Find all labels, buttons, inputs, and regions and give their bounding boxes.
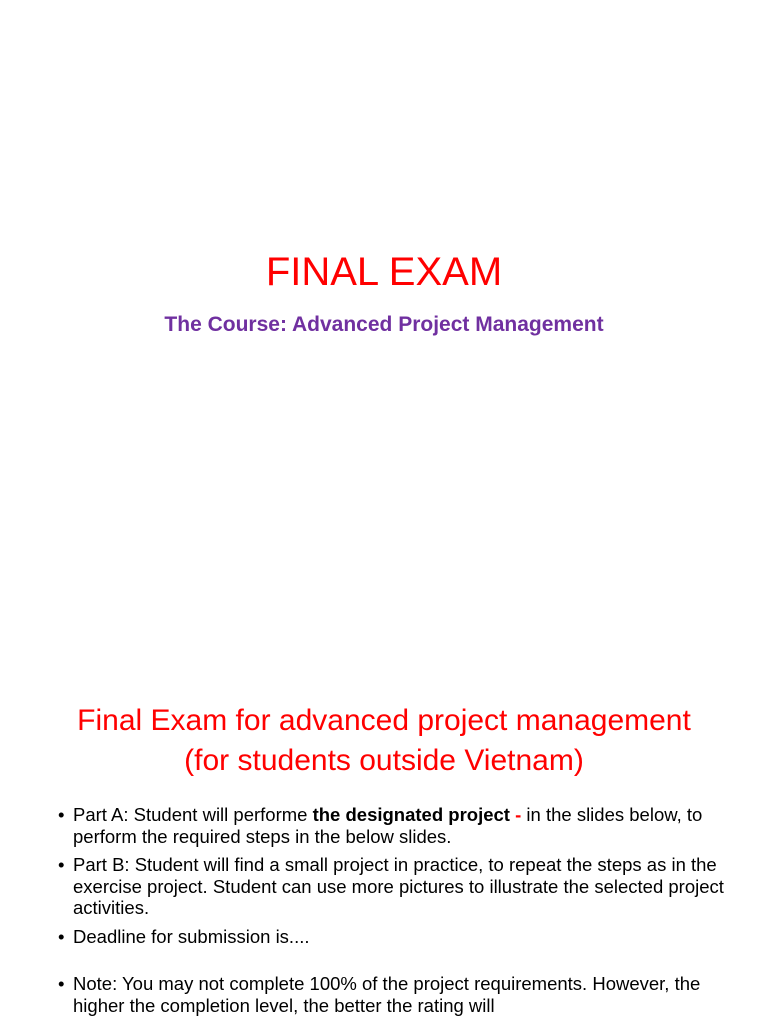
bullet-part-a [58,804,738,847]
bullet-deadline [58,926,738,948]
bullet-part-b [58,854,738,919]
part-a-bold-text: the designated project [312,804,510,825]
part-b-text: Part B: Student will find a small project in practice, to repeat the steps as in the exercise project. Student can use more pictures to illustrate the selected project activities. [73,854,724,918]
instructions-title [0,701,768,781]
slide-instructions [0,640,768,1024]
part-a-text-start: Part A: Student will performe [73,804,313,825]
bullet-icon: • [58,854,65,875]
bullet-icon: • [58,804,65,825]
bullet-note [58,973,738,1016]
deadline-text: Deadline for submission is.... [73,925,310,947]
part-a-text-end: in the slides below, to perform the required steps in the below slides. [73,804,703,847]
instructions-list [58,804,738,1023]
part-a-dash: - [509,804,522,825]
instructions-title-line-2: (for students outside Vietnam) [184,744,584,777]
bullet-icon: • [58,973,65,994]
bullet-icon: • [58,925,65,947]
exam-title: FINAL EXAM [265,250,503,294]
note-text: Note: You may not complete 100% of the project requirements. However, the higher the completion level, the better the rating will [73,973,701,1016]
course-subtitle: The Course: Advanced Project Management [164,313,604,336]
instructions-title-line-1: Final Exam for advanced project management [77,704,691,737]
